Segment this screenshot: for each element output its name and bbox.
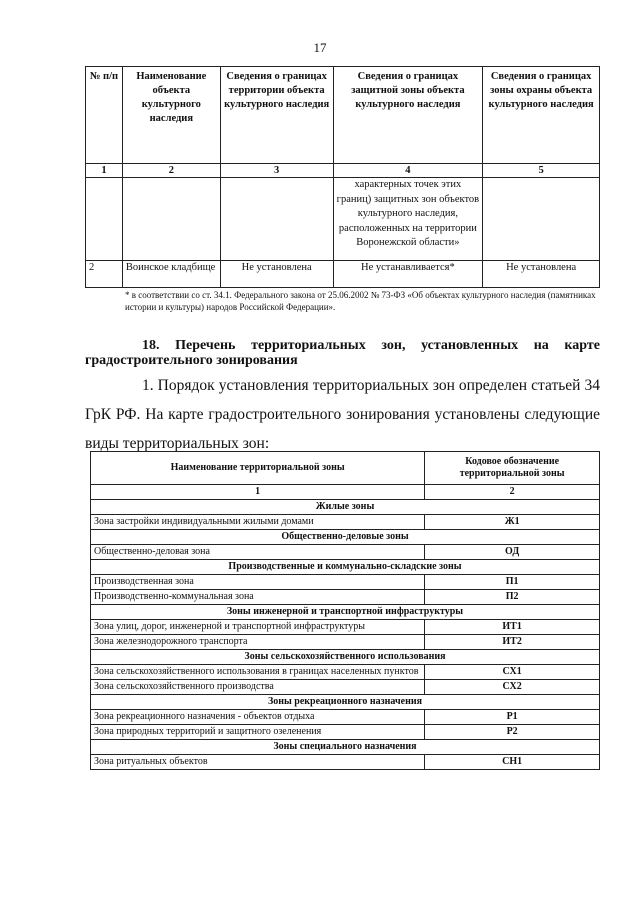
group-title: Зоны инженерной и транспортной инфраструктуры [91,605,600,620]
table-row [91,635,600,650]
zone-code: П2 [425,590,600,605]
zone-name: Зона застройки индивидуальными жилыми домами [91,515,425,530]
table-row [91,575,600,590]
table-row [91,515,600,530]
table-row [91,725,600,740]
zone-code: СН1 [425,755,600,770]
section-heading [85,338,600,368]
row-num: 2 [86,261,123,288]
group-row [91,695,600,710]
zone-name: Зона железнодорожного транспорта [91,635,425,650]
paragraph-line: ГрК РФ. На карте градостроительного зонирования установлены следующие [85,406,600,423]
group-title: Зоны рекреационного назначения [91,695,600,710]
group-row [91,500,600,515]
zone-name: Зона рекреационного назначения - объектов отдыха [91,710,425,725]
paragraph [85,371,600,458]
table-header-row [91,452,600,485]
column-number: 2 [122,164,220,178]
group-title: Жилые зоны [91,500,600,515]
zone-code: П1 [425,575,600,590]
column-number: 2 [425,485,600,500]
group-row [91,740,600,755]
heading-line-2: градостроительного зонирования [85,353,298,368]
column-number: 4 [333,164,483,178]
column-number: 3 [220,164,333,178]
group-title: Зоны сельскохозяйственного использования [91,650,600,665]
continuation-text: характерных точек этих границ) защитных зон объектов культурного наследия, расположенных на территории Воронежской области» [333,178,483,261]
zone-name: Общественно-деловая зона [91,545,425,560]
group-title: Общественно-деловые зоны [91,530,600,545]
table-row [91,665,600,680]
table-row [91,590,600,605]
header-territory: Сведения о границах территории объекта культурного наследия [220,67,333,164]
table-row [91,755,600,770]
zone-name: Производственно-коммунальная зона [91,590,425,605]
zone-code: Ж1 [425,515,600,530]
group-title: Зоны специального назначения [91,740,600,755]
group-title: Производственные и коммунально-складские зоны [91,560,600,575]
table-header-row [86,67,600,164]
zone-code: ОД [425,545,600,560]
table-row [91,545,600,560]
header-protective-zone: Сведения о границах защитной зоны объекта культурного наследия [333,67,483,164]
zone-name: Зона сельскохозяйственного производства [91,680,425,695]
row-name: Воинское кладбище [122,261,220,288]
group-row [91,605,600,620]
header-security-zone: Сведения о границах зоны охраны объекта культурного наследия [483,67,600,164]
heading-line-1: 18. Перечень территориальных зон, установленных на карте [142,338,600,353]
zone-name: Зона сельскохозяйственного использования в границах населенных пунктов [91,665,425,680]
paragraph-line: 1. Порядок установления территориальных зон определен статьей 34 [142,377,600,394]
zone-code: Р2 [425,725,600,740]
column-number: 1 [91,485,425,500]
header-zone-code: Кодовое обозначение территориальной зоны [425,452,600,485]
territorial-zones-table [90,451,600,770]
header-num: № п/п [86,67,123,164]
zone-code: ИТ2 [425,635,600,650]
row-security-zone: Не установлена [483,261,600,288]
zone-name: Зона природных территорий и защитного озеленения [91,725,425,740]
zone-code: ИТ1 [425,620,600,635]
zone-name: Зона улиц, дорог, инженерной и транспортной инфраструктуры [91,620,425,635]
table-row [91,710,600,725]
column-numbers-row [86,164,600,178]
row-territory: Не установлена [220,261,333,288]
group-row [91,560,600,575]
table-row [86,261,600,288]
section-number: 18. [142,338,160,353]
zone-code: СХ2 [425,680,600,695]
paragraph-line: виды территориальных зон: [85,435,270,452]
table-row [91,680,600,695]
zone-code: Р1 [425,710,600,725]
column-number: 5 [483,164,600,178]
group-row [91,650,600,665]
footnote: * в соответствии со ст. 34.1. Федерального закона от 25.06.2002 № 73-ФЗ «Об объектах культурного наследия (памятниках истории и культуры) народов Российской Федерации». [125,290,596,312]
header-name: Наименование объекта культурного наследия [122,67,220,164]
table-row [91,620,600,635]
column-numbers-row [91,485,600,500]
cultural-heritage-table [85,66,600,288]
zone-name: Производственная зона [91,575,425,590]
column-number: 1 [86,164,123,178]
group-row [91,530,600,545]
page-number: 17 [313,40,327,55]
header-zone-name: Наименование территориальной зоны [91,452,425,485]
continuation-row [86,178,600,261]
zone-name: Зона ритуальных объектов [91,755,425,770]
row-protective-zone: Не устанавливается* [333,261,483,288]
zone-code: СХ1 [425,665,600,680]
